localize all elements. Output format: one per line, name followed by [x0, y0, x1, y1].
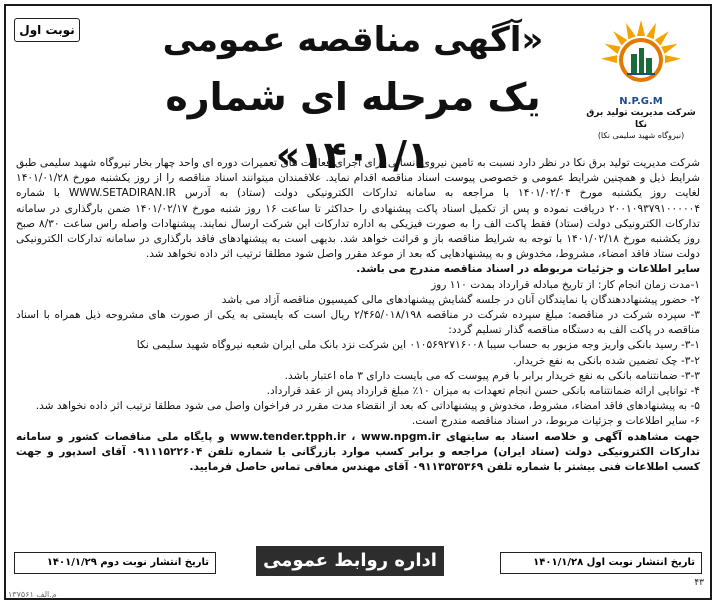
sun-logo-icon: [599, 14, 683, 98]
title-line-2: یک مرحله ای شماره ۱۴۰۱/۱»: [165, 75, 541, 177]
list-item: ۴- توانایی ارائه ضمانتنامه بانکی حسن انجام تعهدات به میزان ۱۰٪ مبلغ قرارداد پس از عقد قرارداد.: [266, 385, 700, 398]
company-logo: [586, 14, 696, 144]
intro-paragraph: شرکت مدیریت تولید برق نکا در نظر دارد نسبت به تامین نیروی انسانی برای اجرای فعالیت های تعمیرات دوره ای واحد چهار بخار نیروگاه شهید سلیمی طبق شرایط ذیل و همچنین شرایط عمومی و خصوصی پیوست اسناد مناقصه اقدام نماید. علاقمندان میتوانند اسناد مناقصه را از روز یکشنبه مورخ ۱۴۰۱/۰۱/۲۸ لغایت روز یکشنبه مورخ ۱۴۰۱/۰۲/۰۴ با مراجعه به سامانه تدارکات الکترونیکی دولت (ستاد) به آدرس WWW.SETADIRAN.IR با شماره ۲۰۰۱۰۹۳۷۹۱۰۰۰۰۰۴ دریافت نموده و پس از تکمیل اسناد پاکت پیشنهادی را حداکثر تا ساعت ۱۶ روز شنبه مورخ ۱۴۰۱/۰۲/۱۷ ضمن بارگذاری در سامانه تدارکات الکترونیکی دولت (ستاد) فقط پاکت الف را به صورت فیزیکی به اداره تدارکات این شرکت ارسال نمایند. پیشنهادات واصله راس ساعت ۸/۳۰ صبح روز یکشنبه مورخ ۱۴۰۱/۰۲/۱۸ با توجه به شرایط مناقصه باز و قرائت خواهد شد. بدیهی است به پیشنهادهای فاقد بارگذاری در سامانه تدارکات الکترونیکی دولت ستاد فاقد امضاء، مشروط، مخدوش و به پیشنهادهایی که بعد از موعد مقرر واصل شود مطلقا ترتیب اثر داده نخواهد شد.: [16, 157, 701, 261]
notice-body: [16, 156, 700, 475]
list-item: ۱-مدت زمان انجام کار: از تاریخ مبادله قرارداد بمدت ۱۱۰ روز: [431, 278, 700, 291]
list-item: ۶- سایر اطلاعات و جزئیات مربوط، در اسناد مناقصه مندرج است.: [411, 415, 700, 428]
company-name: شرکت مدیریت تولید برق نکا: [586, 108, 696, 130]
list-item: ۳-۳- ضمانتنامه بانکی به نفع خریدار برابر با فرم پیوست که می بایست دارای ۳ ماه اعتبار باشد.: [284, 369, 700, 382]
advertisement-frame: [4, 4, 712, 600]
title-line-1: «آگهی مناقصه عمومی: [162, 20, 544, 60]
list-item: ۳- سپرده شرکت در مناقصه: مبلغ سپرده شرکت در مناقصه ۲/۴۶۵/۰۱۸/۱۹۸ ریال است که بایستی به یکی از صورت های مشروحه ذیل همراه با اسناد مناقصه در پاکت الف به دستگاه مناقصه گذار تسلیم گردد:: [16, 309, 700, 337]
list-item: ۵- به پیشنهادهای فاقد امضاء، مشروط، مخدوش و پیشنهاداتی که بعد از انقضاء مدت مقرر در فراخوان واصل می شود مطلقا ترتیب اثر داده نخواهد شد.: [35, 400, 700, 413]
company-subtitle: (نیروگاه شهید سلیمی نکا): [597, 131, 685, 140]
list-item: ۳-۲- چک تضمین شده بانکی به نفع خریدار.: [513, 354, 700, 367]
second-publish-date: تاریخ انتشار نوبت دوم ۱۴۰۱/۱/۲۹: [14, 552, 216, 574]
list-item: ۳-۱- رسید بانکی واریز وجه مزبور به حساب سیبا ۰۱۰۵۶۹۲۷۱۶۰۰۸ این شرکت نزد بانک ملی ایران شعبه نیروگاه شهید سلیمی نکا: [136, 339, 700, 352]
ad-code: م.الف ۱۳۷۵۶۱: [8, 590, 57, 599]
closing-paragraph: جهت مشاهده آگهی و خلاصه اسناد به سایتهای www.tender.tpph.ir ، www.npgm.ir و پایگاه ملی مناقصات کشور و سامانه تدارکات الکترونیکی دولت (ستاد ایران) مراجعه و برابر کسب موارد بازرگانی با شماره تلفن ۰۹۱۱۱۵۲۲۶۰۴ آقای اسدپور و جهت کسب اطلاعات فنی بیشتر با شماره تلفن ۰۹۱۱۳۵۳۵۳۶۹ آقای مهندس معافی تماس حاصل فرمایید.: [16, 430, 700, 474]
first-publish-date: تاریخ انتشار نوبت اول ۱۴۰۱/۱/۲۸: [500, 552, 702, 574]
public-relations-banner: اداره روابط عمومی: [256, 546, 444, 576]
page-number: ۴۳: [694, 578, 704, 588]
logo-abbreviation: N.P.G.M: [619, 96, 663, 107]
list-item: ۲- حضور پیشنهاددهندگان یا نمایندگان آنان در جلسه گشایش پیشنهادهای مالی کمیسیون مناقصه آزاد می باشد: [221, 293, 700, 306]
intro-note: سایر اطلاعات و جزئیات مربوطه در اسناد مناقصه مندرج می باشد.: [356, 263, 700, 276]
round-badge: نوبت اول: [14, 18, 80, 42]
header: [6, 6, 710, 177]
